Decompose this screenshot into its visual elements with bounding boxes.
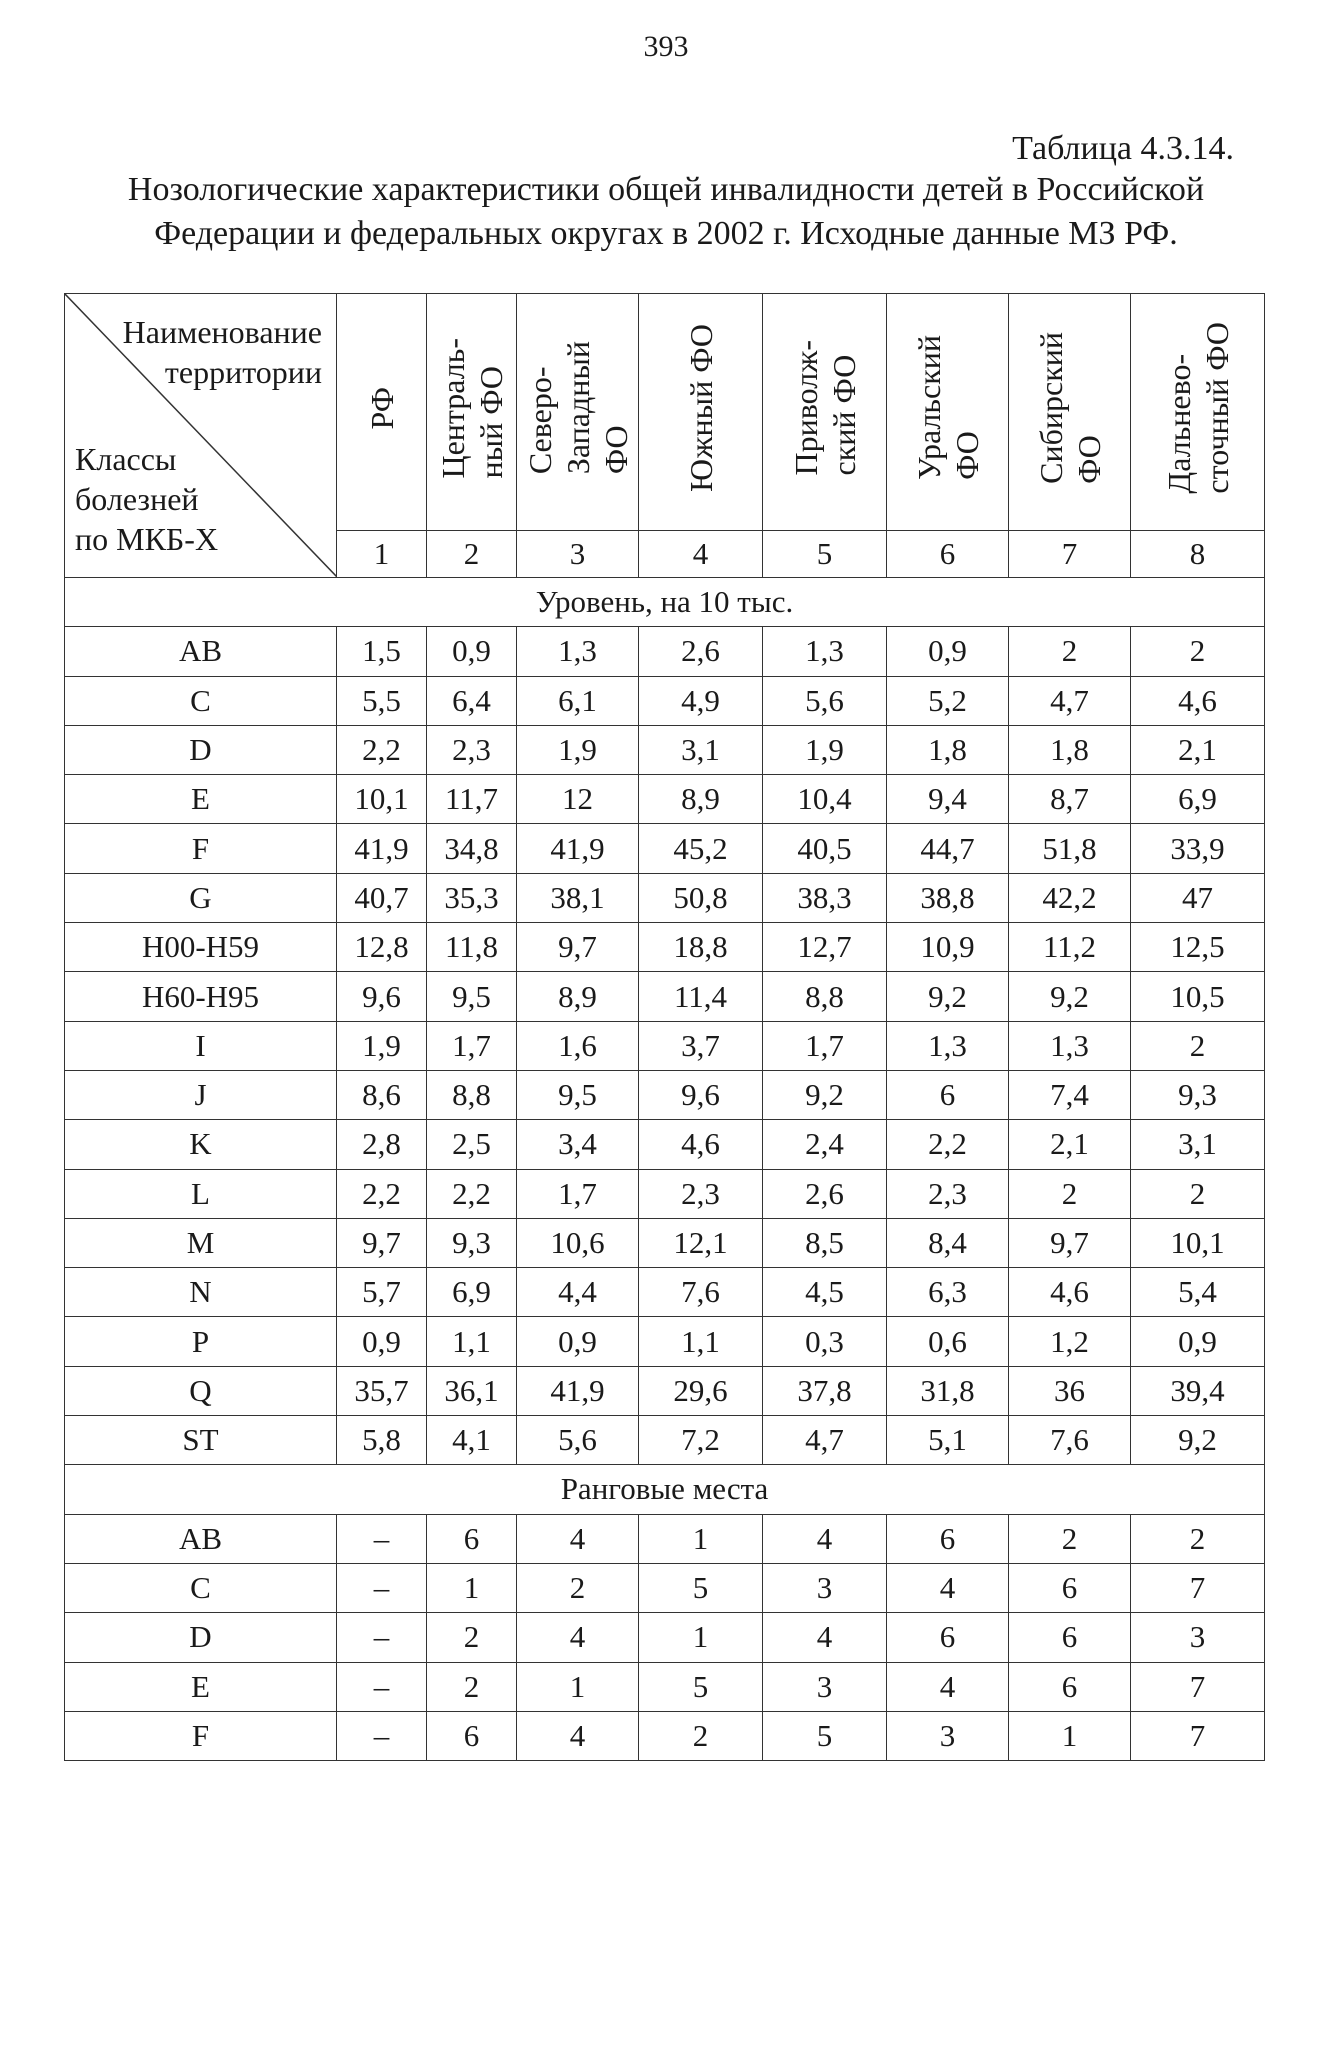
table-cell: 42,2: [1009, 873, 1131, 922]
table-cell: 7: [1131, 1563, 1265, 1612]
table-row: [65, 1169, 1265, 1218]
table-cell: 5: [763, 1711, 887, 1760]
table-cell: 1: [1009, 1711, 1131, 1760]
corner-classes-label: [75, 439, 218, 559]
table-cell: 6: [427, 1711, 517, 1760]
table-cell: 5: [639, 1662, 763, 1711]
table-cell: 8,8: [763, 972, 887, 1021]
section-row-rank: [65, 1465, 1265, 1514]
table-row: [65, 972, 1265, 1021]
table-cell: 8,5: [763, 1218, 887, 1267]
table-cell: 1,9: [517, 725, 639, 774]
table-cell: 2: [427, 1662, 517, 1711]
table-cell: 34,8: [427, 824, 517, 873]
table-cell: 2,3: [427, 725, 517, 774]
table-cell: 5,6: [763, 676, 887, 725]
table-cell: 9,6: [639, 1070, 763, 1119]
table-cell: 36: [1009, 1366, 1131, 1415]
table-cell: 10,6: [517, 1218, 639, 1267]
table-cell: 38,1: [517, 873, 639, 922]
table-cell: 1,9: [337, 1021, 427, 1070]
table-cell: 18,8: [639, 923, 763, 972]
table-cell: 4,4: [517, 1268, 639, 1317]
table-cell: 44,7: [887, 824, 1009, 873]
table-header: [65, 294, 1265, 578]
table-cell: 5,6: [517, 1416, 639, 1465]
table-cell: 5,2: [887, 676, 1009, 725]
table-cell: 29,6: [639, 1366, 763, 1415]
row-class-label: H60-H95: [65, 972, 337, 1021]
table-row: [65, 1514, 1265, 1563]
table-cell: 9,2: [763, 1070, 887, 1119]
table-cell: 7: [1131, 1711, 1265, 1760]
table-cell: 4,7: [763, 1416, 887, 1465]
table-cell: 4: [763, 1613, 887, 1662]
table-label: Таблица 4.3.14.: [1012, 130, 1234, 167]
table-cell: 8,8: [427, 1070, 517, 1119]
column-label: Южный ФО: [682, 323, 719, 492]
table-cell: 37,8: [763, 1366, 887, 1415]
table-cell: 39,4: [1131, 1366, 1265, 1415]
row-class-label: F: [65, 1711, 337, 1760]
table-cell: 47: [1131, 873, 1265, 922]
table-cell: 41,9: [337, 824, 427, 873]
column-header-far-east: [1131, 294, 1265, 531]
table-cell: 3: [763, 1662, 887, 1711]
row-class-label: M: [65, 1218, 337, 1267]
table-cell: 9,7: [1009, 1218, 1131, 1267]
row-class-label: H00-H59: [65, 923, 337, 972]
table-cell: 2: [517, 1563, 639, 1612]
table-cell: 2,2: [337, 1169, 427, 1218]
table-cell: 35,3: [427, 873, 517, 922]
table-cell: 9,5: [517, 1070, 639, 1119]
table-cell: 1,1: [639, 1317, 763, 1366]
table-cell: 6: [887, 1613, 1009, 1662]
table-cell: 0,9: [427, 627, 517, 676]
table-cell: 1,6: [517, 1021, 639, 1070]
table-cell: 3,1: [1131, 1120, 1265, 1169]
caption-line: Нозологические характеристики общей инвалидности детей в Российской: [127, 171, 1205, 208]
table-cell: 4: [763, 1514, 887, 1563]
table-cell: 9,2: [887, 972, 1009, 1021]
table-cell: 2: [1131, 1169, 1265, 1218]
table-cell: 2: [427, 1613, 517, 1662]
table-cell: 6: [887, 1070, 1009, 1119]
table-cell: 9,2: [1009, 972, 1131, 1021]
row-class-label: AB: [65, 627, 337, 676]
table-row: [65, 1366, 1265, 1415]
table-cell: 6,9: [427, 1268, 517, 1317]
table-cell: 33,9: [1131, 824, 1265, 873]
table-cell: 9,4: [887, 775, 1009, 824]
section-row-level: [65, 578, 1265, 627]
table-cell: 2,8: [337, 1120, 427, 1169]
table-cell: 2,6: [763, 1169, 887, 1218]
table-cell: 6,3: [887, 1268, 1009, 1317]
table-cell: –: [337, 1662, 427, 1711]
row-class-label: J: [65, 1070, 337, 1119]
table-cell: 3: [1131, 1613, 1265, 1662]
row-class-label: D: [65, 725, 337, 774]
table-cell: 6: [1009, 1613, 1131, 1662]
table-cell: 8,9: [639, 775, 763, 824]
table-cell: 45,2: [639, 824, 763, 873]
table-cell: 41,9: [517, 824, 639, 873]
column-number: 3: [517, 530, 639, 577]
table-cell: 3: [887, 1711, 1009, 1760]
table-cell: 4,1: [427, 1416, 517, 1465]
table-row: [65, 923, 1265, 972]
table-cell: 7,4: [1009, 1070, 1131, 1119]
table-cell: 2,2: [887, 1120, 1009, 1169]
table-cell: 4: [517, 1613, 639, 1662]
table-row: [65, 1416, 1265, 1465]
row-class-label: K: [65, 1120, 337, 1169]
table-row: [65, 1711, 1265, 1760]
corner-text: болезней: [75, 481, 199, 517]
table-cell: 6: [1009, 1563, 1131, 1612]
table-row: [65, 676, 1265, 725]
row-class-label: ST: [65, 1416, 337, 1465]
table-cell: 1: [639, 1613, 763, 1662]
row-class-label: E: [65, 1662, 337, 1711]
table-cell: 2,4: [763, 1120, 887, 1169]
table-cell: 4: [517, 1514, 639, 1563]
table-cell: 2,2: [427, 1169, 517, 1218]
table-cell: 11,8: [427, 923, 517, 972]
table-cell: 3,4: [517, 1120, 639, 1169]
table-cell: 2: [639, 1711, 763, 1760]
table-cell: 1,9: [763, 725, 887, 774]
table-cell: 1,2: [1009, 1317, 1131, 1366]
row-class-label: F: [65, 824, 337, 873]
table-cell: 1: [639, 1514, 763, 1563]
table-cell: 38,8: [887, 873, 1009, 922]
column-label: Приволж- ский ФО: [787, 340, 862, 476]
row-class-label: I: [65, 1021, 337, 1070]
table-cell: 3,1: [639, 725, 763, 774]
table-cell: 12,7: [763, 923, 887, 972]
row-class-label: AB: [65, 1514, 337, 1563]
table-cell: 4,7: [1009, 676, 1131, 725]
table-cell: 0,9: [337, 1317, 427, 1366]
table-row: [65, 1662, 1265, 1711]
table-cell: –: [337, 1613, 427, 1662]
table-cell: 5,5: [337, 676, 427, 725]
table-row: [65, 1563, 1265, 1612]
corner-text: Наименование: [122, 314, 322, 350]
table-cell: 10,9: [887, 923, 1009, 972]
column-number: 4: [639, 530, 763, 577]
table-cell: 1,3: [1009, 1021, 1131, 1070]
table-cell: 2,1: [1009, 1120, 1131, 1169]
table-cell: 1: [517, 1662, 639, 1711]
table-cell: 2,5: [427, 1120, 517, 1169]
table-cell: 9,2: [1131, 1416, 1265, 1465]
corner-territory-label: [123, 312, 322, 392]
table-cell: 9,3: [427, 1218, 517, 1267]
column-number: 5: [763, 530, 887, 577]
column-header-central: [427, 294, 517, 531]
corner-text: по МКБ-X: [75, 521, 219, 557]
table-cell: 6,4: [427, 676, 517, 725]
table-cell: 8,6: [337, 1070, 427, 1119]
table-cell: 6,1: [517, 676, 639, 725]
caption-line: Федерации и федеральных округах в 2002 г. Исходные данные МЗ РФ.: [154, 215, 1178, 252]
table-cell: 6,9: [1131, 775, 1265, 824]
table-cell: 5,7: [337, 1268, 427, 1317]
table-cell: 10,1: [1131, 1218, 1265, 1267]
row-class-label: L: [65, 1169, 337, 1218]
table-cell: 1,3: [763, 627, 887, 676]
table-cell: 1,3: [887, 1021, 1009, 1070]
table-cell: 2: [1131, 1021, 1265, 1070]
table-row: [65, 824, 1265, 873]
table-row: [65, 627, 1265, 676]
table-cell: 2: [1009, 1169, 1131, 1218]
table-row: [65, 873, 1265, 922]
table-cell: –: [337, 1563, 427, 1612]
table-cell: 9,6: [337, 972, 427, 1021]
table-cell: 1,7: [763, 1021, 887, 1070]
table-cell: 5,1: [887, 1416, 1009, 1465]
table-cell: 4: [887, 1563, 1009, 1612]
column-header-south: [639, 294, 763, 531]
table-cell: 51,8: [1009, 824, 1131, 873]
table-cell: 0,9: [517, 1317, 639, 1366]
column-label: РФ: [363, 386, 400, 430]
table-cell: –: [337, 1711, 427, 1760]
column-label: Уральский ФО: [910, 335, 985, 481]
table-cell: 9,5: [427, 972, 517, 1021]
table-cell: 1,8: [1009, 725, 1131, 774]
column-header-siberian: [1009, 294, 1131, 531]
table-cell: 38,3: [763, 873, 887, 922]
table-cell: 3,7: [639, 1021, 763, 1070]
table-cell: 3: [763, 1563, 887, 1612]
table-cell: 35,7: [337, 1366, 427, 1415]
table-cell: 9,7: [517, 923, 639, 972]
column-number: 2: [427, 530, 517, 577]
row-class-label: P: [65, 1317, 337, 1366]
table-cell: 1,5: [337, 627, 427, 676]
row-class-label: G: [65, 873, 337, 922]
table-cell: 11,4: [639, 972, 763, 1021]
column-number: 7: [1009, 530, 1131, 577]
table-body: [65, 578, 1265, 1761]
table-cell: 4,6: [1009, 1268, 1131, 1317]
corner-text: Классы: [75, 441, 177, 477]
table-cell: –: [337, 1514, 427, 1563]
corner-text: территории: [164, 354, 322, 390]
column-header-rf: [337, 294, 427, 531]
table-row: [65, 1317, 1265, 1366]
table-cell: 2,3: [887, 1169, 1009, 1218]
table-cell: 9,7: [337, 1218, 427, 1267]
table-cell: 11,2: [1009, 923, 1131, 972]
table-cell: 7,2: [639, 1416, 763, 1465]
table-cell: 1,1: [427, 1317, 517, 1366]
column-label: Северо- Западный ФО: [521, 341, 634, 475]
table-cell: 8,4: [887, 1218, 1009, 1267]
table-cell: 40,5: [763, 824, 887, 873]
table-row: [65, 725, 1265, 774]
table-cell: 4: [887, 1662, 1009, 1711]
table-cell: 0,9: [887, 627, 1009, 676]
table-cell: 2,2: [337, 725, 427, 774]
table-cell: 10,4: [763, 775, 887, 824]
section-title: Ранговые места: [65, 1465, 1265, 1514]
table-cell: 4,5: [763, 1268, 887, 1317]
table-cell: 1: [427, 1563, 517, 1612]
table-row: [65, 1070, 1265, 1119]
table-caption: [60, 168, 1272, 256]
table-cell: 4: [517, 1711, 639, 1760]
column-number: 6: [887, 530, 1009, 577]
column-label: Централь- ный ФО: [434, 337, 509, 479]
table-cell: 12,8: [337, 923, 427, 972]
table-cell: 10,5: [1131, 972, 1265, 1021]
table-cell: 1,7: [427, 1021, 517, 1070]
table-cell: 6: [1009, 1662, 1131, 1711]
table-cell: 31,8: [887, 1366, 1009, 1415]
table-row: [65, 775, 1265, 824]
table-row: [65, 1268, 1265, 1317]
table-cell: 4,6: [1131, 676, 1265, 725]
corner-cell: [65, 294, 337, 578]
table-cell: 40,7: [337, 873, 427, 922]
table-cell: 7: [1131, 1662, 1265, 1711]
table-cell: 5,8: [337, 1416, 427, 1465]
table-cell: 12,1: [639, 1218, 763, 1267]
table-cell: 0,6: [887, 1317, 1009, 1366]
table-cell: 0,9: [1131, 1317, 1265, 1366]
table-cell: 8,7: [1009, 775, 1131, 824]
table-cell: 5: [639, 1563, 763, 1612]
column-header-ural: [887, 294, 1009, 531]
table-cell: 11,7: [427, 775, 517, 824]
table-cell: 36,1: [427, 1366, 517, 1415]
table-row: [65, 1021, 1265, 1070]
table-cell: 2: [1009, 627, 1131, 676]
table-cell: 12: [517, 775, 639, 824]
table-row: [65, 1613, 1265, 1662]
table-row: [65, 1120, 1265, 1169]
table-cell: 1,8: [887, 725, 1009, 774]
table-cell: 7,6: [639, 1268, 763, 1317]
table-row: [65, 1218, 1265, 1267]
table-cell: 2: [1131, 627, 1265, 676]
row-class-label: E: [65, 775, 337, 824]
table-cell: 9,3: [1131, 1070, 1265, 1119]
row-class-label: N: [65, 1268, 337, 1317]
row-class-label: C: [65, 676, 337, 725]
data-table: [64, 293, 1265, 1761]
table-cell: 4,6: [639, 1120, 763, 1169]
table-cell: 1,3: [517, 627, 639, 676]
page-number: 393: [643, 30, 689, 63]
table-cell: 2: [1009, 1514, 1131, 1563]
table-cell: 2,1: [1131, 725, 1265, 774]
table-cell: 50,8: [639, 873, 763, 922]
column-header-volga: [763, 294, 887, 531]
table-cell: 2,3: [639, 1169, 763, 1218]
row-class-label: D: [65, 1613, 337, 1662]
table-cell: 2: [1131, 1514, 1265, 1563]
table-cell: 2,6: [639, 627, 763, 676]
row-class-label: C: [65, 1563, 337, 1612]
table-cell: 6: [427, 1514, 517, 1563]
table-cell: 12,5: [1131, 923, 1265, 972]
table-cell: 1,7: [517, 1169, 639, 1218]
section-title: Уровень, на 10 тыс.: [65, 578, 1265, 627]
table-cell: 10,1: [337, 775, 427, 824]
table-cell: 4,9: [639, 676, 763, 725]
table-cell: 5,4: [1131, 1268, 1265, 1317]
table-cell: 7,6: [1009, 1416, 1131, 1465]
column-number: 8: [1131, 530, 1265, 577]
table-cell: 41,9: [517, 1366, 639, 1415]
column-label: Сибирский ФО: [1032, 331, 1107, 484]
table-cell: 0,3: [763, 1317, 887, 1366]
table-cell: 6: [887, 1514, 1009, 1563]
row-class-label: Q: [65, 1366, 337, 1415]
table-cell: 8,9: [517, 972, 639, 1021]
column-number: 1: [337, 530, 427, 577]
column-label: Дальнево- сточный ФО: [1160, 322, 1235, 494]
column-header-northwest: [517, 294, 639, 531]
